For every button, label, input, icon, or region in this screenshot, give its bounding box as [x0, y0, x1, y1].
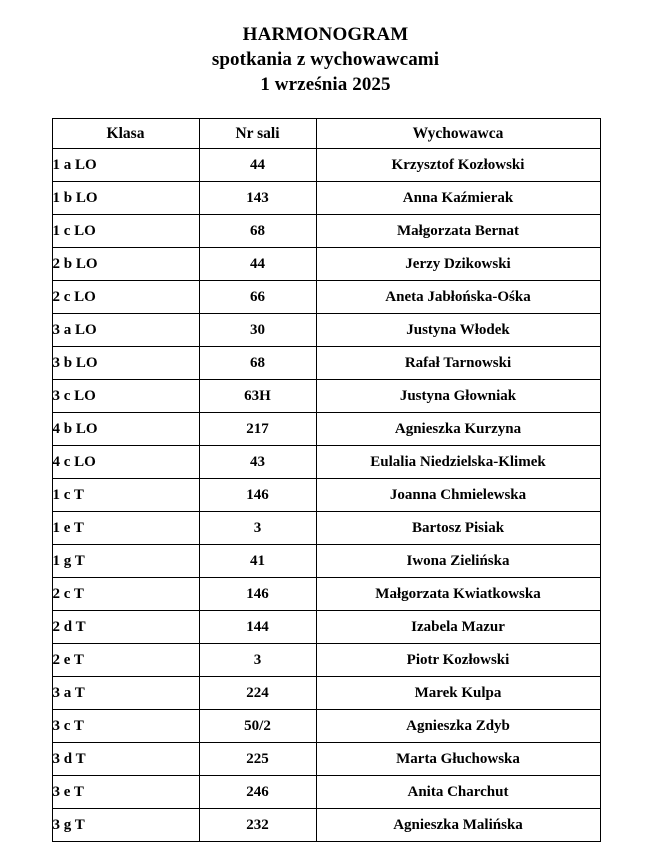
cell-wychowawca: Marta Głuchowska [316, 743, 600, 776]
table-row [52, 248, 600, 281]
cell-wychowawca: Bartosz Pisiak [316, 512, 600, 545]
cell-nr-sali: 44 [199, 248, 316, 281]
table-row [52, 644, 600, 677]
cell-wychowawca: Marek Kulpa [316, 677, 600, 710]
cell-nr-sali: 43 [199, 446, 316, 479]
cell-wychowawca: Rafał Tarnowski [316, 347, 600, 380]
title-line-subtitle: spotkania z wychowawcami [211, 49, 440, 71]
cell-klasa: 1 c T [52, 479, 199, 512]
cell-wychowawca: Agnieszka Kurzyna [316, 413, 600, 446]
title-line-date: 1 września 2025 [260, 74, 391, 96]
table-row [52, 215, 600, 248]
table-row [52, 809, 600, 842]
cell-nr-sali: 50/2 [199, 710, 316, 743]
cell-wychowawca: Anna Kaźmierak [316, 182, 600, 215]
schedule-table-wrapper [52, 118, 600, 842]
cell-klasa: 3 d T [52, 743, 199, 776]
cell-wychowawca: Iwona Zielińska [316, 545, 600, 578]
cell-nr-sali: 44 [199, 149, 316, 182]
cell-wychowawca: Małgorzata Bernat [316, 215, 600, 248]
table-row [52, 743, 600, 776]
cell-nr-sali: 225 [199, 743, 316, 776]
cell-nr-sali: 68 [199, 347, 316, 380]
cell-nr-sali: 3 [199, 512, 316, 545]
table-row [52, 677, 600, 710]
cell-nr-sali: 146 [199, 479, 316, 512]
table-row [52, 281, 600, 314]
cell-nr-sali: 246 [199, 776, 316, 809]
cell-wychowawca: Justyna Głowniak [316, 380, 600, 413]
cell-nr-sali: 143 [199, 182, 316, 215]
cell-nr-sali: 224 [199, 677, 316, 710]
title-line-main: HARMONOGRAM [242, 24, 409, 45]
cell-klasa: 1 b LO [52, 182, 199, 215]
table-row [52, 182, 600, 215]
table-row [52, 347, 600, 380]
table-header [52, 119, 600, 149]
cell-klasa: 4 c LO [52, 446, 199, 479]
cell-nr-sali: 66 [199, 281, 316, 314]
cell-klasa: 4 b LO [52, 413, 199, 446]
document-title-block [0, 0, 651, 97]
cell-wychowawca: Agnieszka Malińska [316, 809, 600, 842]
cell-wychowawca: Aneta Jabłońska-Ośka [316, 281, 600, 314]
cell-klasa: 3 e T [52, 776, 199, 809]
cell-nr-sali: 146 [199, 578, 316, 611]
cell-klasa: 3 c T [52, 710, 199, 743]
table-row [52, 710, 600, 743]
cell-klasa: 3 a LO [52, 314, 199, 347]
cell-nr-sali: 144 [199, 611, 316, 644]
cell-klasa: 1 g T [52, 545, 199, 578]
cell-wychowawca: Justyna Włodek [316, 314, 600, 347]
cell-klasa: 3 g T [52, 809, 199, 842]
table-row [52, 545, 600, 578]
cell-wychowawca: Anita Charchut [316, 776, 600, 809]
cell-klasa: 3 a T [52, 677, 199, 710]
table-row [52, 413, 600, 446]
cell-klasa: 1 c LO [52, 215, 199, 248]
column-header-klasa: Klasa [52, 119, 199, 149]
table-row [52, 314, 600, 347]
cell-wychowawca: Krzysztof Kozłowski [316, 149, 600, 182]
cell-wychowawca: Małgorzata Kwiatkowska [316, 578, 600, 611]
cell-klasa: 3 c LO [52, 380, 199, 413]
cell-nr-sali: 232 [199, 809, 316, 842]
cell-nr-sali: 217 [199, 413, 316, 446]
cell-klasa: 1 e T [52, 512, 199, 545]
table-row [52, 479, 600, 512]
cell-nr-sali: 30 [199, 314, 316, 347]
cell-klasa: 2 c LO [52, 281, 199, 314]
cell-wychowawca: Izabela Mazur [316, 611, 600, 644]
table-row [52, 611, 600, 644]
cell-klasa: 1 a LO [52, 149, 199, 182]
table-header-row [52, 119, 600, 149]
cell-klasa: 2 c T [52, 578, 199, 611]
table-row [52, 578, 600, 611]
schedule-table [52, 118, 601, 842]
cell-nr-sali: 41 [199, 545, 316, 578]
cell-wychowawca: Eulalia Niedzielska-Klimek [316, 446, 600, 479]
column-header-nr-sali: Nr sali [199, 119, 316, 149]
cell-wychowawca: Joanna Chmielewska [316, 479, 600, 512]
cell-wychowawca: Agnieszka Zdyb [316, 710, 600, 743]
table-row [52, 380, 600, 413]
cell-nr-sali: 68 [199, 215, 316, 248]
table-row [52, 446, 600, 479]
cell-wychowawca: Piotr Kozłowski [316, 644, 600, 677]
cell-nr-sali: 63H [199, 380, 316, 413]
table-row [52, 776, 600, 809]
table-row [52, 512, 600, 545]
table-body [52, 149, 600, 842]
cell-klasa: 2 d T [52, 611, 199, 644]
cell-wychowawca: Jerzy Dzikowski [316, 248, 600, 281]
column-header-wychowawca: Wychowawca [316, 119, 600, 149]
cell-klasa: 2 e T [52, 644, 199, 677]
cell-klasa: 3 b LO [52, 347, 199, 380]
cell-nr-sali: 3 [199, 644, 316, 677]
table-row [52, 149, 600, 182]
cell-klasa: 2 b LO [52, 248, 199, 281]
